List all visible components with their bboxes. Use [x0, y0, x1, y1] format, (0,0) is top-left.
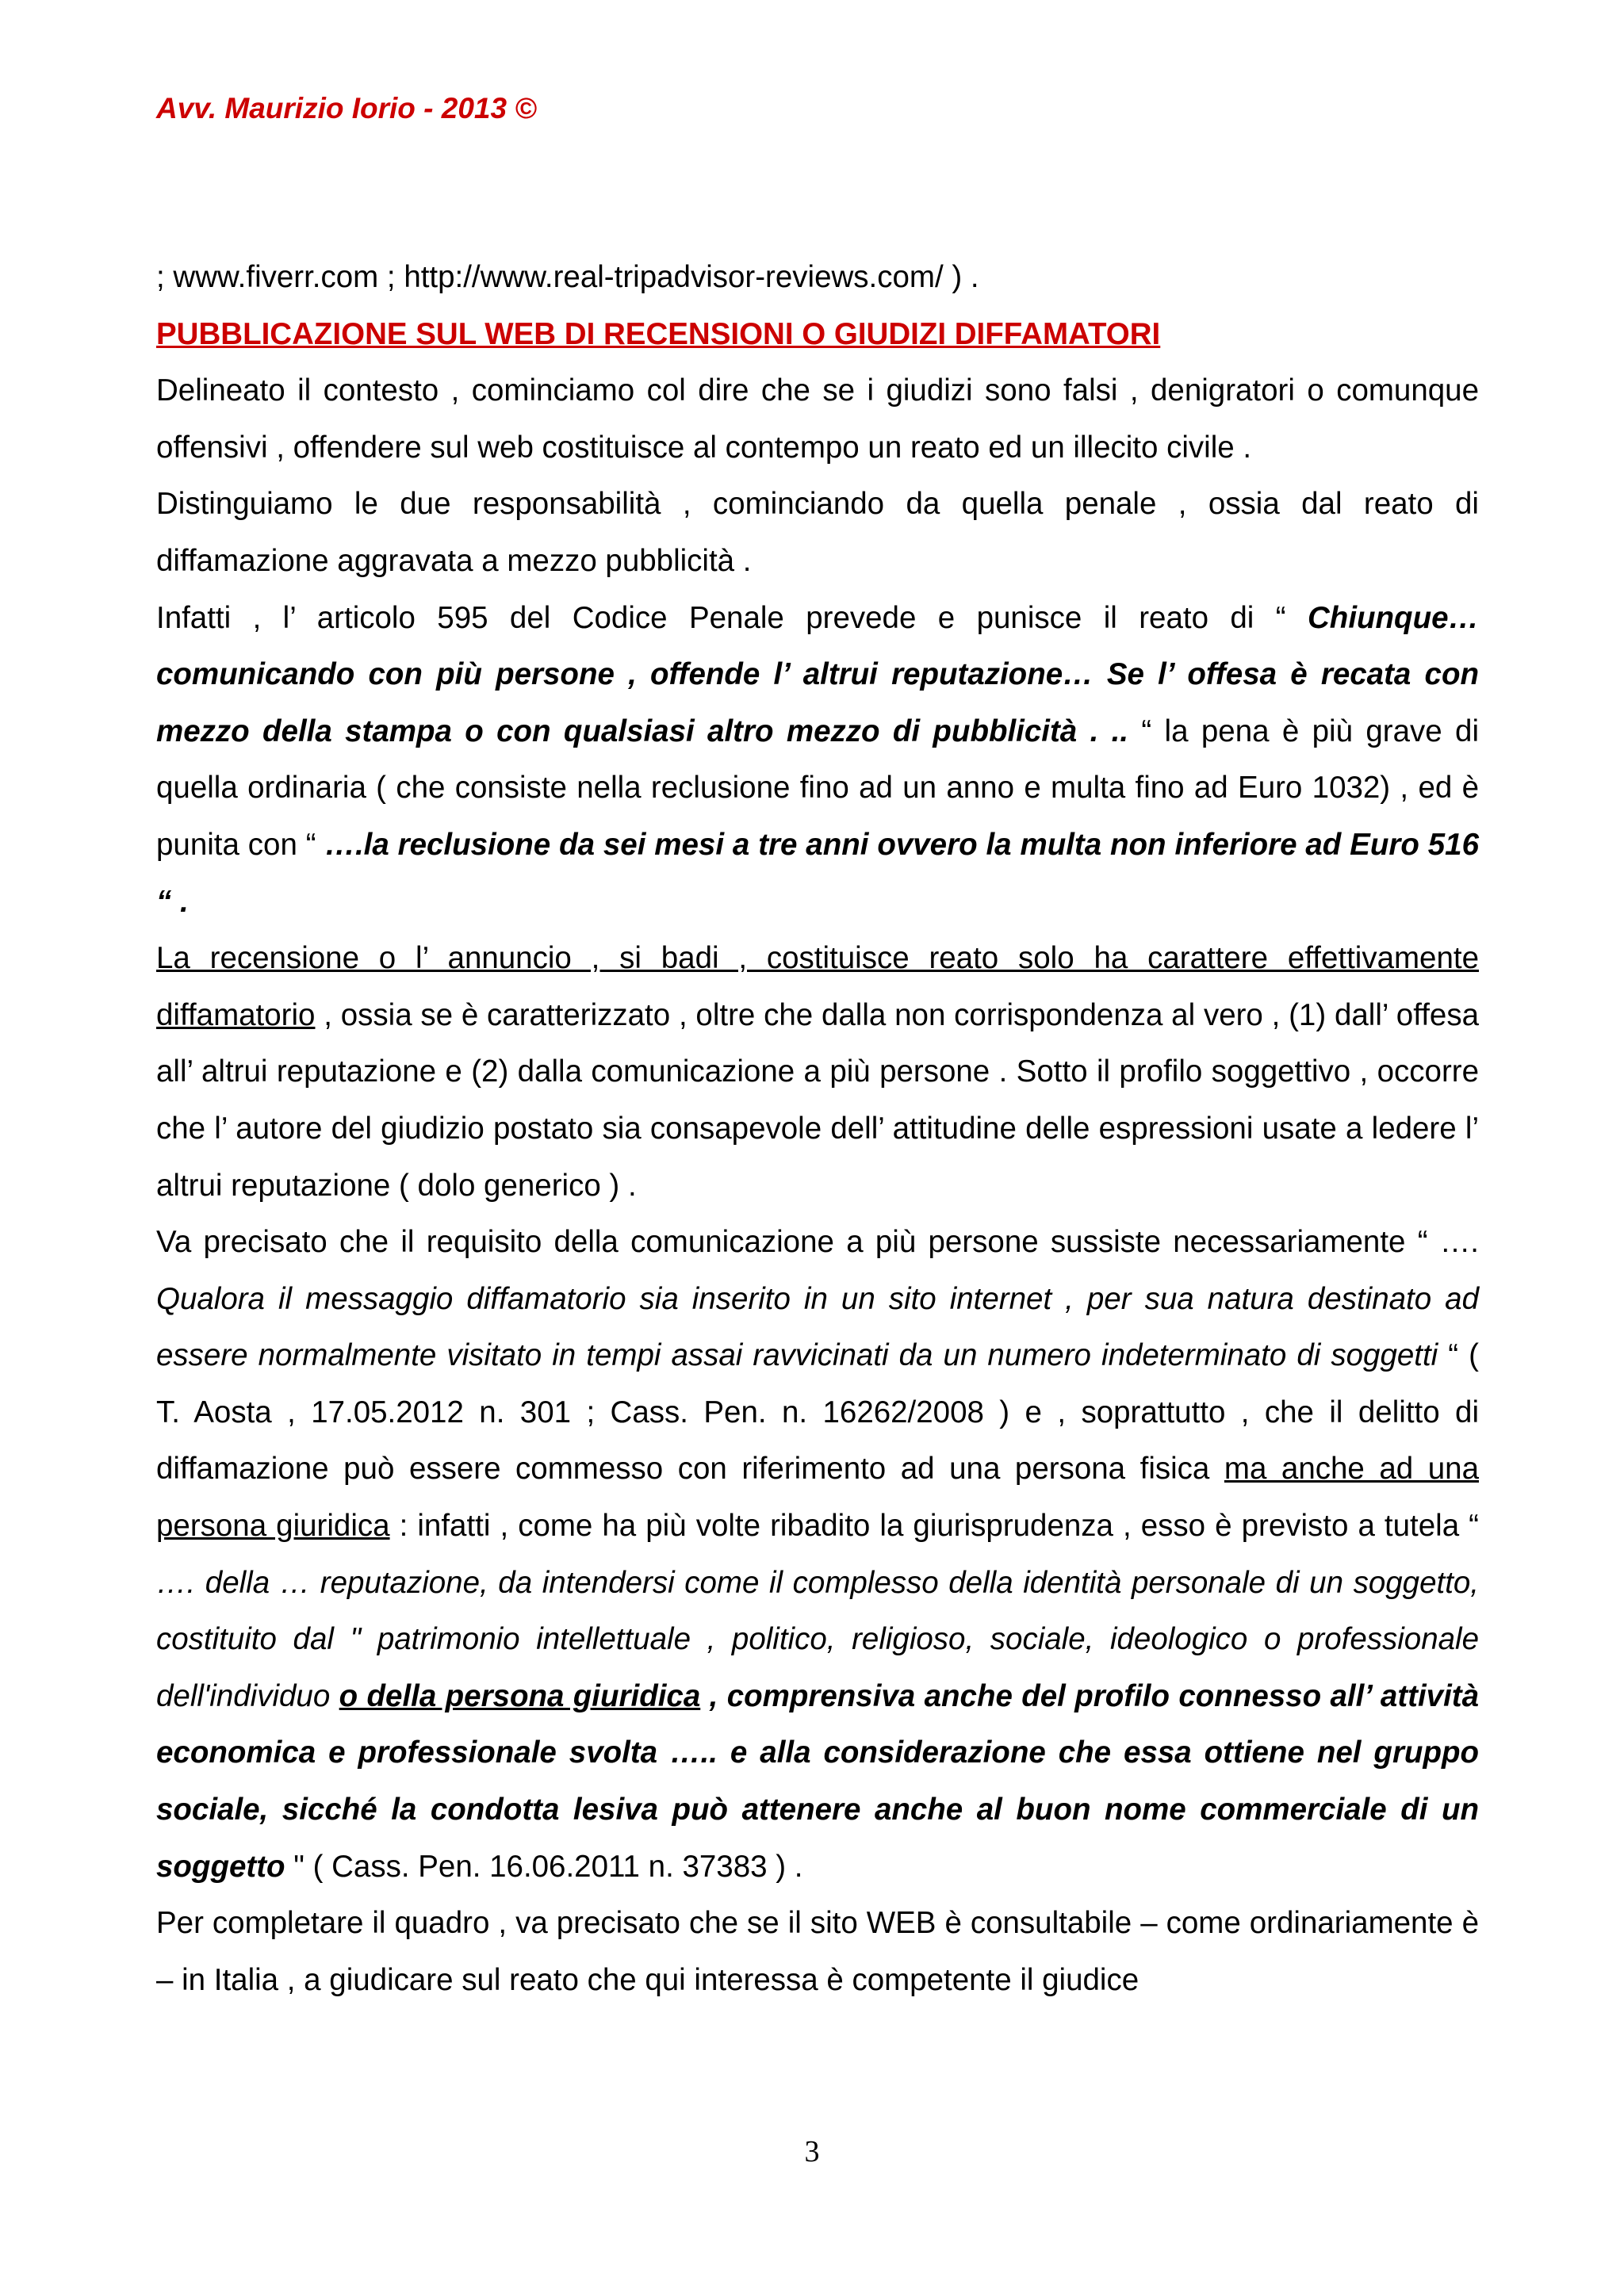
section-heading-text: PUBBLICAZIONE SUL WEB DI RECENSIONI O GIUDIZI DIFFAMATORI — [156, 316, 1161, 351]
p5-bold-underlined: o della persona giuridica — [339, 1678, 701, 1713]
paragraph-4 — [156, 930, 1479, 1214]
p5-text-4: " ( Cass. Pen. 16.06.2011 n. 37383 ) . — [285, 1849, 803, 1884]
paragraph-3 — [156, 590, 1479, 931]
paragraph-1: Delineato il contesto , cominciamo col dire che se i giudizi sono falsi , denigratori o comunque offensivi , offendere sul web costituisce al contempo un reato ed un illecito civile . — [156, 373, 1479, 465]
paragraph-6: Per completare il quadro , va precisato che se il sito WEB è consultabile – come ordinariamente è – in Italia , a giudicare sul reato che qui interessa è competente il giudice — [156, 1906, 1479, 1997]
p3-text-1: Infatti , l’ articolo 595 del Codice Penale prevede e punisce il reato di “ — [156, 600, 1308, 635]
links-text: ; www.fiverr.com ; http://www.real-tripadvisor-reviews.com/ ) . — [156, 260, 979, 294]
p3-text-2: “ la pena è più grave di quella ordinaria ( che consiste nella reclusione fino ad un anno e multa fino ad Euro 1032) , ed è punita con “ — [156, 714, 1479, 862]
section-heading — [156, 306, 1479, 363]
p5-bold-quote: , comprensiva anche del profilo connesso all’ attività economica e professionale svolta ….. e alla considerazione che essa ottiene nel gruppo sociale, sicché la condotta lesiva può attenere anche al buon nome commerciale di un soggetto — [156, 1678, 1480, 1884]
document-body — [156, 249, 1479, 2008]
p4-text-1: , ossia se è caratterizzato , oltre che dalla non corrispondenza al vero , (1) dall’ offesa all’ altrui reputazione e (2) dalla comunicazione a più persone . Sotto il profilo soggettivo , occorre che l’ autore del giudizio postato sia consapevole dell’ attitudine delle espressioni usate a ledere l’ altrui reputazione ( dolo generico ) . — [156, 997, 1479, 1203]
p5-text-3: : infatti , come ha più volte ribadito la giurisprudenza , esso è previsto a tutela “ — [389, 1509, 1479, 1544]
p5-quote-2: …. della … reputazione, da intendersi come il complesso della identità personale di un soggetto, costituito dal " patrimonio intellettuale , politico, religioso, sociale, ideologico o professionale dell'individuo — [156, 1565, 1479, 1713]
page-header: Avv. Maurizio Iorio - 2013 © — [156, 92, 537, 124]
p5-underlined: ma anche ad una persona giuridica — [156, 1452, 1479, 1544]
p3-quote-2: ….la reclusione da sei mesi a tre anni ovvero la multa non inferiore ad Euro 516 “ . — [156, 827, 1479, 919]
p4-underlined: La recensione o l’ annuncio , si badi , costituisce reato solo ha carattere effettivamente diffamatorio — [156, 941, 1479, 1032]
p5-text-2: “ ( T. Aosta , 17.05.2012 n. 301 ; Cass. Pen. n. 16262/2008 ) e , soprattutto , che il delitto di diffamazione può essere commesso con riferimento ad una persona fisica — [156, 1338, 1479, 1487]
p5-text-1: Va precisato che il requisito della comunicazione a più persone sussiste necessariamente “ …. — [156, 1225, 1479, 1260]
p5-quote-1: Qualora il messaggio diffamatorio sia inserito in un sito internet , per sua natura destinato ad essere normalmente visitato in tempi assai ravvicinati da un numero indeterminato di soggetti — [156, 1281, 1479, 1373]
p3-quote-1: Chiunque… comunicando con più persone , offende l’ altrui reputazione… Se l’ offesa è recata con mezzo della stampa o con qualsiasi altro mezzo di pubblicità . .. — [156, 600, 1479, 748]
links-line — [156, 249, 1479, 306]
paragraph-2: Distinguiamo le due responsabilità , cominciando da quella penale , ossia dal reato di diffamazione aggravata a mezzo pubblicità . — [156, 487, 1479, 578]
page-number: 3 — [804, 2135, 820, 2168]
paragraph-5 — [156, 1214, 1479, 1895]
